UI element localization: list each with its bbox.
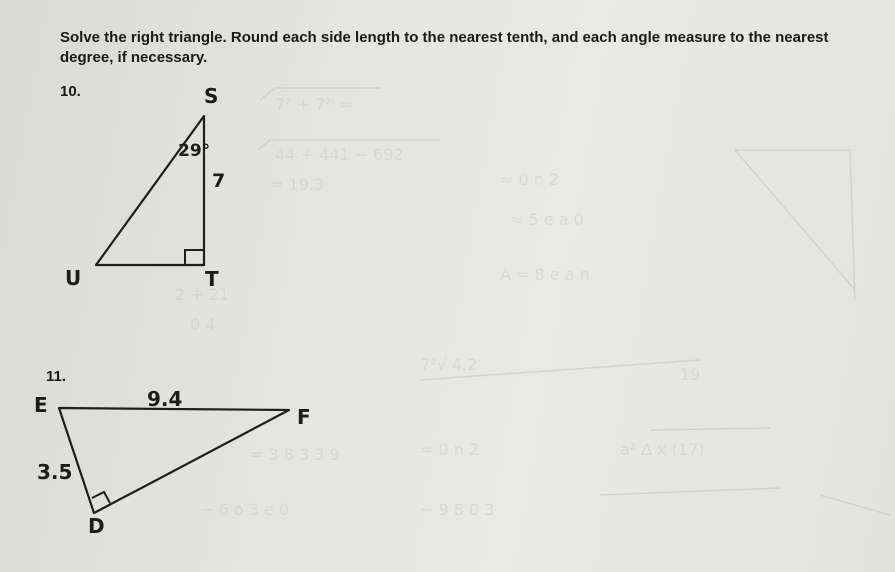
problem-11-right-angle-mark [92, 492, 110, 503]
svg-text:≈ 0 n 2: ≈ 0 n 2 [500, 170, 560, 189]
problem-11-vertex-d: D [88, 514, 105, 538]
problem-10-vertex-s: S [204, 84, 219, 108]
svg-text:≈ 5 e a 0: ≈ 5 e a 0 [510, 210, 584, 229]
instructions-line-1: Solve the right triangle. Round each side length to the nearest tenth, and each angle measure to the nearest [60, 29, 829, 46]
svg-text:19: 19 [680, 365, 701, 384]
svg-text:≈ 0 n 2: ≈ 0 n 2 [420, 440, 480, 459]
svg-text:= 19.3: = 19.3 [270, 175, 325, 194]
svg-text:= 3 8 3 3 9: = 3 8 3 3 9 [250, 445, 340, 464]
problem-11-number: 11. [46, 368, 67, 385]
svg-text:0 4: 0 4 [190, 315, 216, 334]
problem-10-angle-label: 29° [178, 141, 211, 161]
problem-11-vertex-f: F [297, 405, 311, 429]
svg-text:− 9 8 0 3: − 9 8 0 3 [420, 500, 495, 519]
svg-text:a² ∆ x (17): a² ∆ x (17) [620, 440, 705, 459]
problem-10-vertex-t: T [205, 267, 219, 291]
svg-text:− 6 o 3 e 0: − 6 o 3 e 0 [200, 500, 290, 519]
problem-11-side-top-label: 9.4 [147, 387, 183, 411]
problem-10-side-label: 7 [212, 170, 226, 192]
problem-11-side-left-label: 3.5 [37, 460, 73, 484]
svg-text:7²√ 4.2: 7²√ 4.2 [420, 355, 478, 374]
svg-text:44 + 441 − 692: 44 + 441 − 692 [275, 145, 404, 164]
problem-11-vertex-e: E [34, 393, 48, 417]
instructions-line-2: degree, if necessary. [60, 49, 208, 66]
svg-text:A = 8 e a n: A = 8 e a n [500, 265, 590, 284]
svg-text:2 + 21: 2 + 21 [175, 285, 230, 304]
problem-10-number: 10. [60, 83, 81, 100]
svg-text:7² + 7²ⁱ =: 7² + 7²ⁱ = [275, 95, 354, 114]
problem-10-vertex-u: U [65, 266, 82, 290]
